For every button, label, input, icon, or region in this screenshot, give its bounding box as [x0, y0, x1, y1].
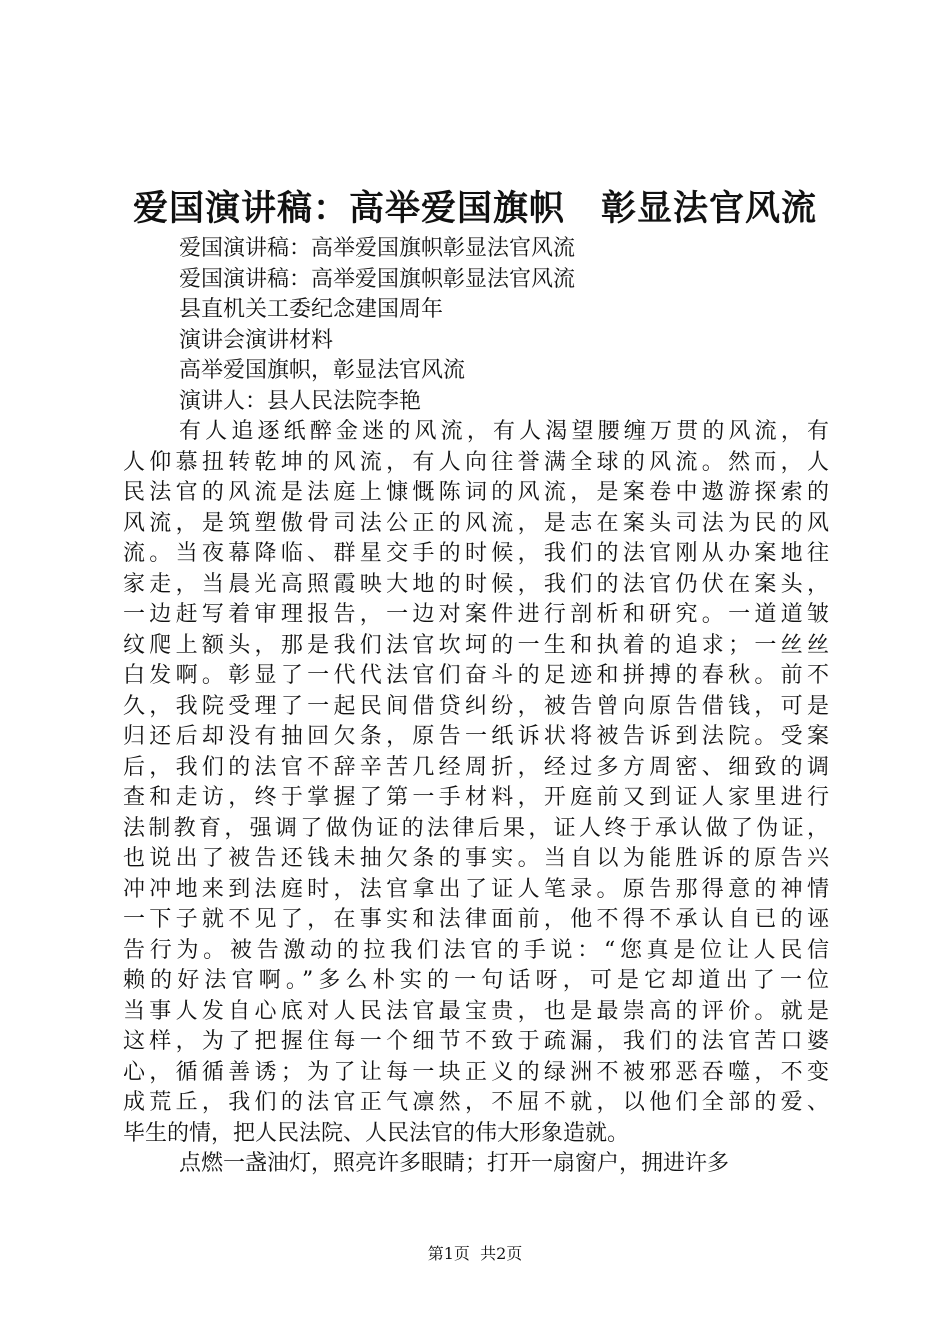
header-line: 爱国演讲稿：高举爱国旗帜彰显法官风流: [179, 236, 576, 261]
paragraph-line: 冲冲地来到法庭时，法官拿出了证人笔录。原告那得意的神情: [123, 876, 829, 902]
paragraph-line: 查和走访，终于掌握了第一手材料，开庭前又到证人家里进行: [123, 785, 829, 810]
header-line: 高举爱国旗帜，彰显法官风流: [179, 358, 466, 383]
paragraph-line: 当事人发自心底对人民法官最宝贵，也是最崇高的评价。就是: [123, 998, 829, 1024]
body-paragraph: [123, 1149, 829, 1180]
paragraph-line: 法制教育，强调了做伪证的法律后果，证人终于承认做了伪证，: [123, 815, 829, 841]
paragraph-line: 毕生的情，把人民法院、人民法官的伟大形象造就。: [123, 1120, 630, 1146]
paragraph-line: 久，我院受理了一起民间借贷纠纷，被告曾向原告借钱，可是: [123, 693, 829, 719]
paragraph-line: 也说出了被告还钱未抽欠条的事实。当自以为能胜诉的原告兴: [123, 846, 829, 871]
header-line: 爱国演讲稿：高举爱国旗帜彰显法官风流: [179, 266, 576, 292]
paragraph-line: 这样，为了把握住每一个细节不致于疏漏，我们的法官苦口婆: [123, 1029, 829, 1054]
paragraph-line: 心，循循善诱；为了让每一块正义的绿洲不被邪恶吞噬，不变: [123, 1059, 829, 1085]
paragraph-line: 点燃一盏油灯，照亮许多眼睛；打开一扇窗户，拥进许多: [179, 1151, 730, 1176]
paragraph-line: 风流，是筑塑傲骨司法公正的风流，是志在案头司法为民的风: [123, 510, 829, 536]
paragraph-line: 家走，当晨光高照霞映大地的时候，我们的法官仍伏在案头，: [123, 571, 829, 597]
paragraph-line: 人仰慕扭转乾坤的风流，有人向往誉满全球的风流。然而，人: [123, 449, 829, 475]
paragraph-line: 后，我们的法官不辞辛苦几经周折，经过多方周密、细致的调: [123, 754, 829, 780]
paragraph-line: 一下子就不见了，在事实和法律面前，他不得不承认自已的诬: [123, 907, 829, 932]
document-title: 爱国演讲稿：高举爱国旗帜 彰显法官风流: [132, 188, 817, 229]
paragraph-line: 流。当夜幕降临、群星交手的时候，我们的法官刚从办案地往: [123, 541, 829, 566]
header-line: 演讲会演讲材料: [179, 327, 334, 353]
paragraph-line: 纹爬上额头，那是我们法官坎坷的一生和执着的追求；一丝丝: [123, 632, 829, 658]
paragraph-line: 有人追逐纸醉金迷的风流，有人渴望腰缠万贯的风流，有: [179, 419, 829, 444]
header-line: 县直机关工委纪念建国周年: [179, 297, 444, 322]
document-body: [123, 234, 829, 1180]
body-paragraph: [123, 417, 829, 1149]
paragraph-line: 赖的好法官啊。”多么朴实的一句话呀，可是它却道出了一位: [123, 968, 829, 993]
paragraph-line: 成荒丘，我们的法官正气凛然，不屈不就，以他们全部的爱、: [123, 1090, 829, 1115]
paragraph-line: 告行为。被告激动的拉我们法官的手说：“您真是位让人民信: [123, 937, 829, 963]
paragraph-line: 归还后却没有抽回欠条，原告一纸诉状将被告诉到法院。受案: [123, 724, 829, 749]
page-footer: 第1页 共2页: [427, 1244, 523, 1263]
paragraph-line: 民法官的风流是法庭上慷慨陈词的风流，是案卷中遨游探索的: [123, 480, 829, 505]
paragraph-line: 白发啊。彰显了一代代法官们奋斗的足迹和拼搏的春秋。前不: [123, 663, 829, 688]
paragraph-line: 一边赶写着审理报告，一边对案件进行剖析和研究。一道道皱: [123, 602, 829, 627]
header-line: 演讲人：县人民法院李艳: [179, 388, 422, 414]
